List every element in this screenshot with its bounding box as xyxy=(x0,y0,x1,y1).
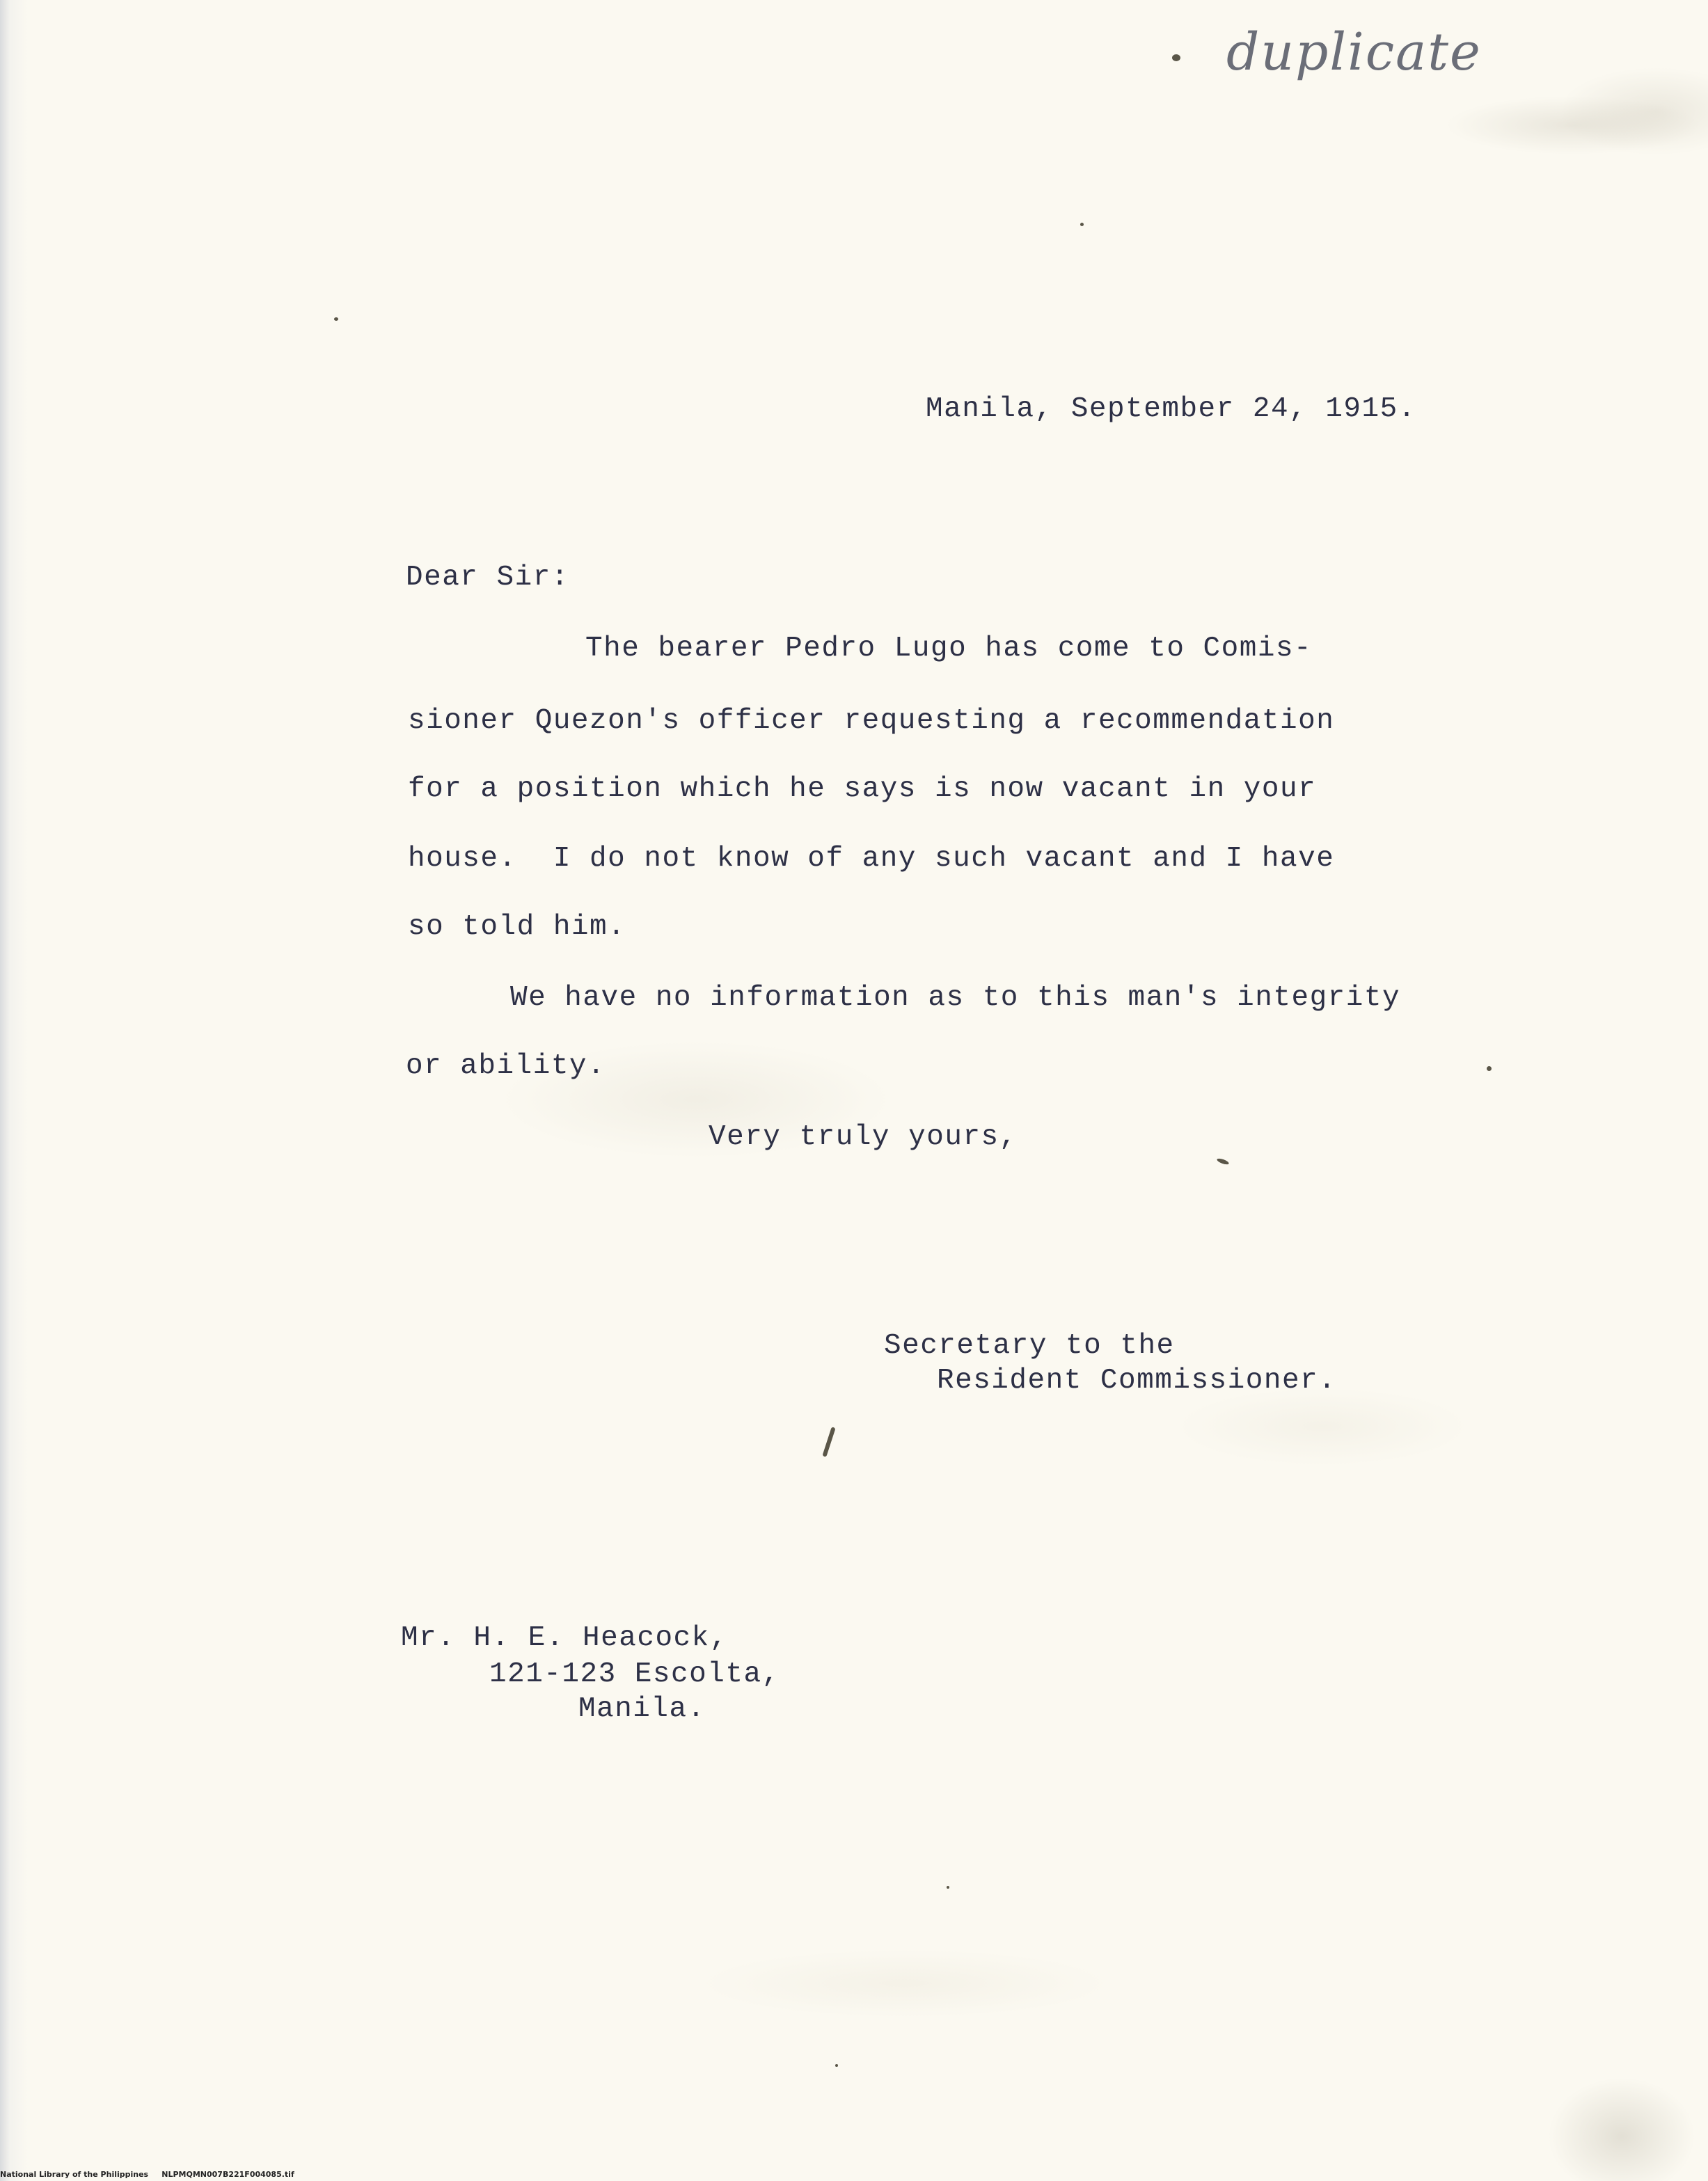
paper-speck xyxy=(947,1886,949,1889)
body-line-5: so told him. xyxy=(408,911,626,943)
handwritten-note-text: duplicate xyxy=(1226,22,1482,82)
closing: Very truly yours, xyxy=(709,1121,1018,1153)
paper-speck xyxy=(835,2064,838,2067)
signature-line-2: Resident Commissioner. xyxy=(937,1365,1337,1397)
body-line-1: The bearer Pedro Lugo has come to Comis- xyxy=(585,633,1313,665)
address-line-3: Manila. xyxy=(578,1693,706,1725)
source-footer xyxy=(0,2170,294,2179)
body-line-4: house. I do not know of any such vacant and I have xyxy=(408,843,1335,875)
file-label: NLPMQMN007B221F004085.tif xyxy=(161,2170,294,2179)
salutation: Dear Sir: xyxy=(406,562,569,594)
address-line-1: Mr. H. E. Heacock, xyxy=(401,1622,728,1654)
address-line-2: 121-123 Escolta, xyxy=(489,1658,780,1690)
body-line-6: We have no information as to this man's integrity xyxy=(510,982,1401,1014)
date-line: Manila, September 24, 1915. xyxy=(926,393,1416,425)
source-label: National Library of the Philippines xyxy=(0,2170,149,2179)
paper-speck xyxy=(1487,1066,1492,1071)
body-line-7: or ability. xyxy=(406,1050,606,1082)
paper-speck xyxy=(334,317,338,321)
paper-speck xyxy=(1172,54,1180,61)
signature-line-1: Secretary to the xyxy=(884,1330,1175,1362)
body-line-3: for a position which he says is now vacant in your xyxy=(408,773,1317,805)
paper-speck xyxy=(1080,223,1084,226)
handwritten-annotation xyxy=(1219,19,1512,96)
body-line-2: sioner Quezon's officer requesting a recommendation xyxy=(408,705,1335,737)
